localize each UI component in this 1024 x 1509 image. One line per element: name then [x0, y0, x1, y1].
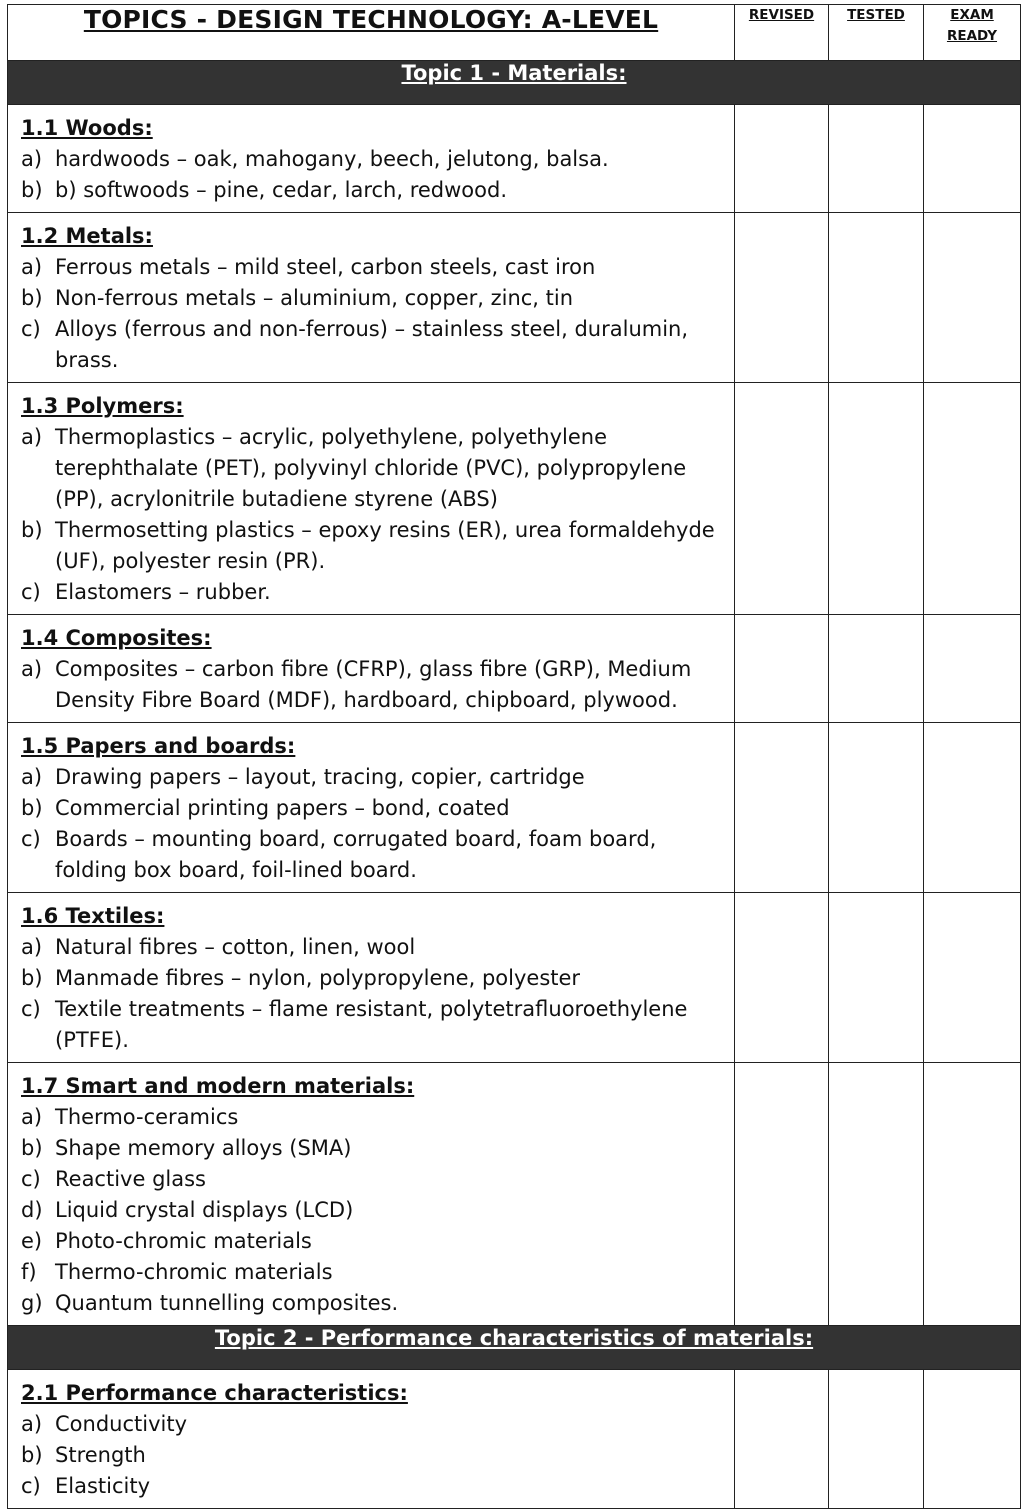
subsection-content-cell: [8, 383, 735, 615]
list-item: [21, 1226, 724, 1257]
topic-checklist-table: [7, 4, 1021, 1509]
item-letter: a): [21, 255, 43, 279]
tested-checkbox-cell[interactable]: [829, 213, 924, 383]
item-letter: a): [21, 765, 43, 789]
topic-header-row: [8, 1326, 1021, 1370]
item-text: Elastomers – rubber.: [55, 580, 271, 604]
page-title-cell: [8, 5, 735, 61]
subsection-title: 1.3 Polymers:: [21, 394, 184, 418]
exam-ready-checkbox-cell[interactable]: [924, 1370, 1021, 1509]
item-text: Boards – mounting board, corrugated board, foam board, folding box board, foil-lined board.: [55, 827, 657, 882]
item-text: Manmade fibres – nylon, polypropylene, polyester: [55, 966, 581, 990]
revised-checkbox-cell[interactable]: [735, 893, 829, 1063]
topic-header-cell: [8, 1326, 1021, 1370]
exam-ready-checkbox-cell[interactable]: [924, 1063, 1021, 1326]
subsection-row: [8, 615, 1021, 723]
exam-ready-checkbox-cell[interactable]: [924, 723, 1021, 893]
item-letter: f): [21, 1260, 37, 1284]
subsection-row: [8, 105, 1021, 213]
subsection-title: 1.1 Woods:: [21, 116, 153, 140]
list-item: [21, 1164, 724, 1195]
subsection-content-cell: [8, 615, 735, 723]
subsection-row: [8, 893, 1021, 1063]
tested-column-header: [829, 5, 924, 61]
exam-label: EXAM: [950, 7, 994, 23]
revised-checkbox-cell[interactable]: [735, 723, 829, 893]
list-item: [21, 994, 724, 1056]
subsection-item-list: [21, 654, 724, 716]
subsection-item-list: [21, 144, 724, 206]
subsection-content-cell: [8, 105, 735, 213]
list-item: [21, 1409, 724, 1440]
tested-header-label: TESTED: [847, 7, 905, 23]
list-item: [21, 515, 724, 577]
list-item: [21, 144, 724, 175]
subsection-row: [8, 1063, 1021, 1326]
item-letter: c): [21, 1167, 41, 1191]
item-letter: b): [21, 966, 43, 990]
subsection-title: 1.7 Smart and modern materials:: [21, 1074, 415, 1098]
tested-checkbox-cell[interactable]: [829, 383, 924, 615]
item-letter: a): [21, 147, 43, 171]
item-text: Ferrous metals – mild steel, carbon steels, cast iron: [55, 255, 596, 279]
header-row: [8, 5, 1021, 61]
list-item: [21, 1133, 724, 1164]
subsection-content-cell: [8, 1063, 735, 1326]
item-letter: c): [21, 997, 41, 1021]
ready-label: READY: [946, 28, 998, 44]
list-item: [21, 1471, 724, 1502]
item-letter: a): [21, 1105, 43, 1129]
list-item: [21, 175, 724, 206]
exam-ready-checkbox-cell[interactable]: [924, 893, 1021, 1063]
item-letter: a): [21, 1412, 43, 1436]
item-text: Thermo-ceramics: [55, 1105, 239, 1129]
subsection-row: [8, 383, 1021, 615]
topic-title: Topic 1 - Materials:: [401, 61, 627, 85]
list-item: [21, 1257, 724, 1288]
topic-header-row: [8, 61, 1021, 105]
page-title: TOPICS - DESIGN TECHNOLOGY: A-LEVEL: [83, 5, 659, 34]
item-text: Non-ferrous metals – aluminium, copper, zinc, tin: [55, 286, 574, 310]
revised-checkbox-cell[interactable]: [735, 615, 829, 723]
item-text: Strength: [55, 1443, 146, 1467]
tested-checkbox-cell[interactable]: [829, 105, 924, 213]
item-text: Photo-chromic materials: [55, 1229, 312, 1253]
exam-ready-header-label: [924, 5, 1020, 47]
item-letter: b): [21, 1443, 43, 1467]
exam-ready-checkbox-cell[interactable]: [924, 213, 1021, 383]
subsection-item-list: [21, 762, 724, 886]
subsection-content-cell: [8, 213, 735, 383]
revised-header-label: REVISED: [748, 7, 815, 23]
item-text: hardwoods – oak, mahogany, beech, jelutong, balsa.: [55, 147, 609, 171]
item-letter: b): [21, 178, 43, 202]
subsection-item-list: [21, 1102, 724, 1319]
checklist-body: [8, 61, 1021, 1509]
item-text: Liquid crystal displays (LCD): [55, 1198, 354, 1222]
list-item: [21, 1440, 724, 1471]
subsection-item-list: [21, 932, 724, 1056]
list-item: [21, 577, 724, 608]
revised-checkbox-cell[interactable]: [735, 1370, 829, 1509]
item-letter: c): [21, 317, 41, 341]
list-item: [21, 252, 724, 283]
list-item: [21, 932, 724, 963]
item-text: Drawing papers – layout, tracing, copier, cartridge: [55, 765, 585, 789]
item-text: Natural fibres – cotton, linen, wool: [55, 935, 416, 959]
item-text: Reactive glass: [55, 1167, 206, 1191]
item-letter: a): [21, 425, 43, 449]
list-item: [21, 1195, 724, 1226]
list-item: [21, 762, 724, 793]
tested-checkbox-cell[interactable]: [829, 1063, 924, 1326]
subsection-content-cell: [8, 1370, 735, 1509]
item-text: Thermosetting plastics – epoxy resins (ER), urea formaldehyde (UF), polyester resin (PR).: [55, 518, 715, 573]
list-item: [21, 654, 724, 716]
subsection-item-list: [21, 422, 724, 608]
item-letter: c): [21, 1474, 41, 1498]
item-letter: c): [21, 827, 41, 851]
item-text: Thermo-chromic materials: [55, 1260, 333, 1284]
list-item: [21, 283, 724, 314]
item-letter: b): [21, 796, 43, 820]
item-letter: b): [21, 286, 43, 310]
item-text: Commercial printing papers – bond, coated: [55, 796, 510, 820]
tested-checkbox-cell[interactable]: [829, 1370, 924, 1509]
item-text: Composites – carbon fibre (CFRP), glass fibre (GRP), Medium Density Fibre Board (MDF), hardboard, chipboard, plywood.: [55, 657, 692, 712]
list-item: [21, 793, 724, 824]
subsection-content-cell: [8, 723, 735, 893]
item-text: Textile treatments – flame resistant, polytetrafluoroethylene (PTFE).: [55, 997, 688, 1052]
item-text: Alloys (ferrous and non-ferrous) – stainless steel, duralumin, brass.: [55, 317, 689, 372]
revised-checkbox-cell[interactable]: [735, 213, 829, 383]
item-letter: b): [21, 1136, 43, 1160]
subsection-row: [8, 1370, 1021, 1509]
exam-ready-checkbox-cell[interactable]: [924, 615, 1021, 723]
subsection-title: 1.4 Composites:: [21, 626, 212, 650]
tested-checkbox-cell[interactable]: [829, 723, 924, 893]
item-letter: d): [21, 1198, 43, 1222]
item-text: Thermoplastics – acrylic, polyethylene, polyethylene terephthalate (PET), polyvinyl chloride (PVC), polypropylene (PP), acrylonitrile butadiene styrene (ABS): [55, 425, 687, 511]
topic-header-cell: [8, 61, 1021, 105]
list-item: [21, 422, 724, 515]
list-item: [21, 314, 724, 376]
revised-column-header: [735, 5, 829, 61]
item-letter: a): [21, 935, 43, 959]
subsection-title: 1.6 Textiles:: [21, 904, 165, 928]
exam-ready-column-header: [924, 5, 1021, 61]
subsection-title: 2.1 Performance characteristics:: [21, 1381, 408, 1405]
subsection-row: [8, 723, 1021, 893]
subsection-item-list: [21, 252, 724, 376]
exam-ready-checkbox-cell[interactable]: [924, 105, 1021, 213]
item-text: Conductivity: [55, 1412, 187, 1436]
subsection-row: [8, 213, 1021, 383]
item-text: b) softwoods – pine, cedar, larch, redwood.: [55, 178, 508, 202]
item-text: Shape memory alloys (SMA): [55, 1136, 352, 1160]
item-letter: a): [21, 657, 43, 681]
item-letter: c): [21, 580, 41, 604]
list-item: [21, 963, 724, 994]
list-item: [21, 824, 724, 886]
item-text: Quantum tunnelling composites.: [55, 1291, 399, 1315]
subsection-item-list: [21, 1409, 724, 1502]
topic-title: Topic 2 - Performance characteristics of materials:: [214, 1326, 814, 1350]
revised-checkbox-cell[interactable]: [735, 105, 829, 213]
item-text: Elasticity: [55, 1474, 151, 1498]
item-letter: e): [21, 1229, 43, 1253]
revised-checkbox-cell[interactable]: [735, 1063, 829, 1326]
item-letter: g): [21, 1291, 43, 1315]
tested-checkbox-cell[interactable]: [829, 893, 924, 1063]
list-item: [21, 1102, 724, 1133]
subsection-content-cell: [8, 893, 735, 1063]
subsection-title: 1.5 Papers and boards:: [21, 734, 296, 758]
subsection-title: 1.2 Metals:: [21, 224, 153, 248]
exam-ready-checkbox-cell[interactable]: [924, 383, 1021, 615]
tested-checkbox-cell[interactable]: [829, 615, 924, 723]
item-letter: b): [21, 518, 43, 542]
revised-checkbox-cell[interactable]: [735, 383, 829, 615]
list-item: [21, 1288, 724, 1319]
